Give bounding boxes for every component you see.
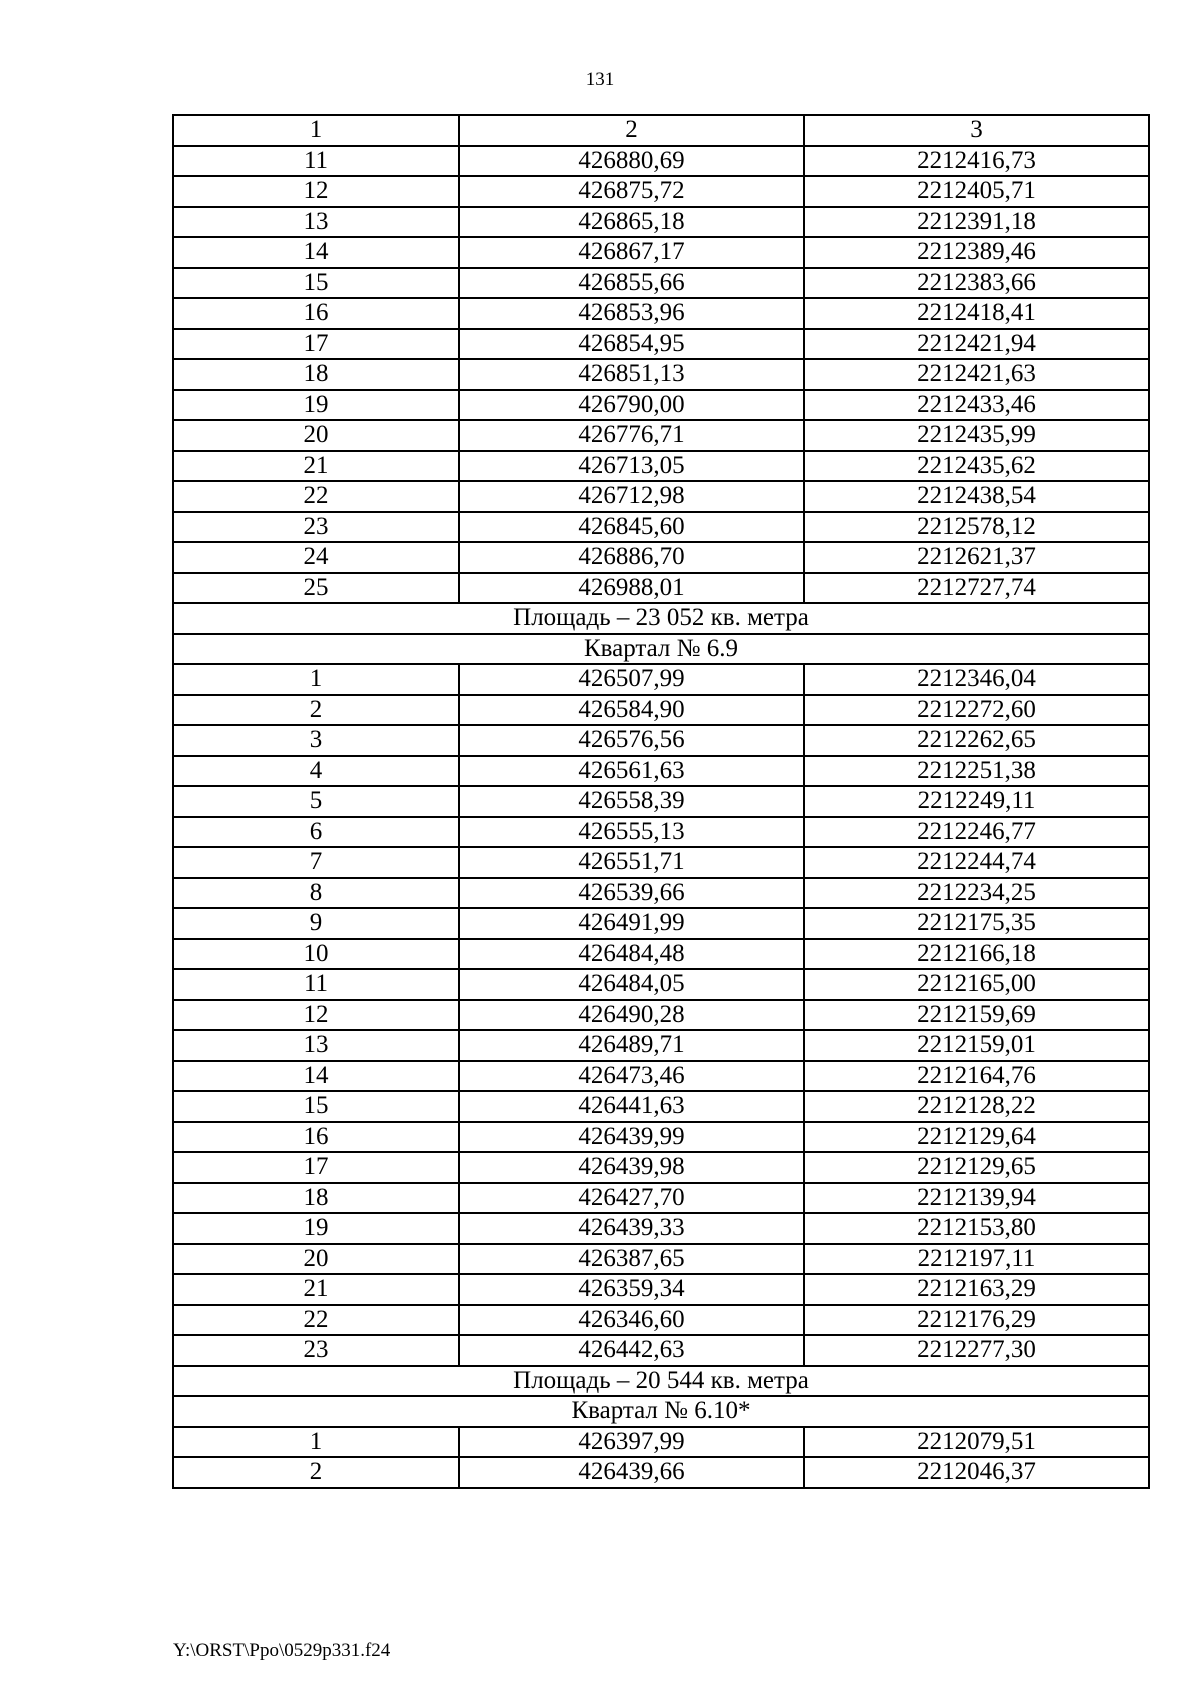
coordinates-table-body: [173, 115, 1149, 1488]
y-coordinate-cell: 2212405,71: [804, 176, 1149, 207]
x-coordinate-cell: 426576,56: [459, 725, 804, 756]
point-number-cell: 24: [173, 542, 459, 573]
x-coordinate-cell: 426397,99: [459, 1427, 804, 1458]
table-row: [173, 1183, 1149, 1214]
y-coordinate-cell: 2212438,54: [804, 481, 1149, 512]
footer-file-path: Y:\ORST\Ppo\0529p331.f24: [173, 1640, 391, 1661]
point-number-cell: 2: [173, 695, 459, 726]
y-coordinate-cell: 2212129,64: [804, 1122, 1149, 1153]
y-coordinate-cell: 2212433,46: [804, 390, 1149, 421]
y-coordinate-cell: 2212153,80: [804, 1213, 1149, 1244]
point-number-cell: 12: [173, 176, 459, 207]
y-coordinate-cell: 2212159,69: [804, 1000, 1149, 1031]
x-coordinate-cell: 426865,18: [459, 207, 804, 238]
y-coordinate-cell: 2212176,29: [804, 1305, 1149, 1336]
section-row: [173, 603, 1149, 634]
section-row: [173, 1366, 1149, 1397]
table-row: [173, 695, 1149, 726]
point-number-cell: 10: [173, 939, 459, 970]
y-coordinate-cell: 2212389,46: [804, 237, 1149, 268]
x-coordinate-cell: 426427,70: [459, 1183, 804, 1214]
point-number-cell: 1: [173, 664, 459, 695]
section-row: [173, 634, 1149, 665]
point-number-cell: 3: [173, 725, 459, 756]
y-coordinate-cell: 2212416,73: [804, 146, 1149, 177]
table-row: [173, 908, 1149, 939]
y-coordinate-cell: 2212165,00: [804, 969, 1149, 1000]
y-coordinate-cell: 2212391,18: [804, 207, 1149, 238]
x-coordinate-cell: 426507,99: [459, 664, 804, 695]
column-header-3: 3: [804, 115, 1149, 146]
table-row: [173, 451, 1149, 482]
point-number-cell: 8: [173, 878, 459, 909]
y-coordinate-cell: 2212383,66: [804, 268, 1149, 299]
page-number: 131: [585, 69, 615, 90]
x-coordinate-cell: 426359,34: [459, 1274, 804, 1305]
table-row: [173, 1030, 1149, 1061]
table-row: [173, 176, 1149, 207]
point-number-cell: 12: [173, 1000, 459, 1031]
point-number-cell: 22: [173, 1305, 459, 1336]
x-coordinate-cell: 426484,05: [459, 969, 804, 1000]
y-coordinate-cell: 2212418,41: [804, 298, 1149, 329]
y-coordinate-cell: 2212277,30: [804, 1335, 1149, 1366]
table-row: [173, 573, 1149, 604]
table-row: [173, 664, 1149, 695]
point-number-cell: 18: [173, 359, 459, 390]
point-number-cell: 20: [173, 1244, 459, 1275]
x-coordinate-cell: 426489,71: [459, 1030, 804, 1061]
table-row: [173, 420, 1149, 451]
table-row: [173, 786, 1149, 817]
point-number-cell: 2: [173, 1457, 459, 1488]
point-number-cell: 22: [173, 481, 459, 512]
x-coordinate-cell: 426484,48: [459, 939, 804, 970]
table-row: [173, 1122, 1149, 1153]
point-number-cell: 15: [173, 1091, 459, 1122]
table-row: [173, 329, 1149, 360]
point-number-cell: 20: [173, 420, 459, 451]
section-label: Площадь – 20 544 кв. метра: [173, 1366, 1149, 1397]
column-header-2: 2: [459, 115, 804, 146]
table-row: [173, 268, 1149, 299]
y-coordinate-cell: 2212197,11: [804, 1244, 1149, 1275]
x-coordinate-cell: 426551,71: [459, 847, 804, 878]
table-row: [173, 1091, 1149, 1122]
point-number-cell: 21: [173, 451, 459, 482]
x-coordinate-cell: 426880,69: [459, 146, 804, 177]
y-coordinate-cell: 2212166,18: [804, 939, 1149, 970]
x-coordinate-cell: 426439,99: [459, 1122, 804, 1153]
x-coordinate-cell: 426886,70: [459, 542, 804, 573]
y-coordinate-cell: 2212578,12: [804, 512, 1149, 543]
y-coordinate-cell: 2212421,94: [804, 329, 1149, 360]
table-row: [173, 1427, 1149, 1458]
table-row: [173, 298, 1149, 329]
table-row: [173, 939, 1149, 970]
point-number-cell: 7: [173, 847, 459, 878]
x-coordinate-cell: 426776,71: [459, 420, 804, 451]
point-number-cell: 17: [173, 1152, 459, 1183]
x-coordinate-cell: 426539,66: [459, 878, 804, 909]
table-row: [173, 1213, 1149, 1244]
table-row: [173, 390, 1149, 421]
y-coordinate-cell: 2212727,74: [804, 573, 1149, 604]
section-label: Квартал № 6.9: [173, 634, 1149, 665]
y-coordinate-cell: 2212435,99: [804, 420, 1149, 451]
table-row: [173, 1457, 1149, 1488]
y-coordinate-cell: 2212272,60: [804, 695, 1149, 726]
x-coordinate-cell: 426988,01: [459, 573, 804, 604]
x-coordinate-cell: 426584,90: [459, 695, 804, 726]
table-row: [173, 1244, 1149, 1275]
y-coordinate-cell: 2212251,38: [804, 756, 1149, 787]
x-coordinate-cell: 426561,63: [459, 756, 804, 787]
y-coordinate-cell: 2212079,51: [804, 1427, 1149, 1458]
x-coordinate-cell: 426346,60: [459, 1305, 804, 1336]
table-row: [173, 1305, 1149, 1336]
y-coordinate-cell: 2212249,11: [804, 786, 1149, 817]
table-row: [173, 725, 1149, 756]
point-number-cell: 13: [173, 1030, 459, 1061]
x-coordinate-cell: 426713,05: [459, 451, 804, 482]
y-coordinate-cell: 2212163,29: [804, 1274, 1149, 1305]
point-number-cell: 21: [173, 1274, 459, 1305]
x-coordinate-cell: 426867,17: [459, 237, 804, 268]
x-coordinate-cell: 426851,13: [459, 359, 804, 390]
coordinates-table: [172, 114, 1150, 1489]
table-row: [173, 512, 1149, 543]
x-coordinate-cell: 426555,13: [459, 817, 804, 848]
table-row: [173, 1061, 1149, 1092]
table-row: [173, 1274, 1149, 1305]
point-number-cell: 19: [173, 390, 459, 421]
y-coordinate-cell: 2212175,35: [804, 908, 1149, 939]
y-coordinate-cell: 2212262,65: [804, 725, 1149, 756]
point-number-cell: 23: [173, 512, 459, 543]
table-row: [173, 146, 1149, 177]
x-coordinate-cell: 426473,46: [459, 1061, 804, 1092]
table-row: [173, 1152, 1149, 1183]
point-number-cell: 16: [173, 298, 459, 329]
section-label: Квартал № 6.10*: [173, 1396, 1149, 1427]
point-number-cell: 5: [173, 786, 459, 817]
table-row: [173, 359, 1149, 390]
table-row: [173, 756, 1149, 787]
section-row: [173, 1396, 1149, 1427]
point-number-cell: 9: [173, 908, 459, 939]
table-row: [173, 207, 1149, 238]
point-number-cell: 11: [173, 969, 459, 1000]
table-row: [173, 237, 1149, 268]
x-coordinate-cell: 426790,00: [459, 390, 804, 421]
y-coordinate-cell: 2212128,22: [804, 1091, 1149, 1122]
point-number-cell: 15: [173, 268, 459, 299]
point-number-cell: 14: [173, 237, 459, 268]
x-coordinate-cell: 426439,98: [459, 1152, 804, 1183]
table-row: [173, 481, 1149, 512]
table-row: [173, 1335, 1149, 1366]
table-row: [173, 969, 1149, 1000]
point-number-cell: 13: [173, 207, 459, 238]
y-coordinate-cell: 2212159,01: [804, 1030, 1149, 1061]
column-header-1: 1: [173, 115, 459, 146]
point-number-cell: 16: [173, 1122, 459, 1153]
y-coordinate-cell: 2212246,77: [804, 817, 1149, 848]
x-coordinate-cell: 426853,96: [459, 298, 804, 329]
y-coordinate-cell: 2212129,65: [804, 1152, 1149, 1183]
x-coordinate-cell: 426491,99: [459, 908, 804, 939]
table-row: [173, 847, 1149, 878]
x-coordinate-cell: 426854,95: [459, 329, 804, 360]
point-number-cell: 17: [173, 329, 459, 360]
y-coordinate-cell: 2212234,25: [804, 878, 1149, 909]
x-coordinate-cell: 426712,98: [459, 481, 804, 512]
point-number-cell: 6: [173, 817, 459, 848]
y-coordinate-cell: 2212164,76: [804, 1061, 1149, 1092]
point-number-cell: 4: [173, 756, 459, 787]
y-coordinate-cell: 2212621,37: [804, 542, 1149, 573]
y-coordinate-cell: 2212244,74: [804, 847, 1149, 878]
x-coordinate-cell: 426845,60: [459, 512, 804, 543]
point-number-cell: 19: [173, 1213, 459, 1244]
table-row: [173, 817, 1149, 848]
x-coordinate-cell: 426439,66: [459, 1457, 804, 1488]
section-label: Площадь – 23 052 кв. метра: [173, 603, 1149, 634]
point-number-cell: 14: [173, 1061, 459, 1092]
x-coordinate-cell: 426855,66: [459, 268, 804, 299]
table-row: [173, 542, 1149, 573]
point-number-cell: 1: [173, 1427, 459, 1458]
table-row: [173, 878, 1149, 909]
x-coordinate-cell: 426441,63: [459, 1091, 804, 1122]
y-coordinate-cell: 2212046,37: [804, 1457, 1149, 1488]
x-coordinate-cell: 426875,72: [459, 176, 804, 207]
point-number-cell: 25: [173, 573, 459, 604]
y-coordinate-cell: 2212421,63: [804, 359, 1149, 390]
x-coordinate-cell: 426442,63: [459, 1335, 804, 1366]
x-coordinate-cell: 426490,28: [459, 1000, 804, 1031]
table-row: [173, 1000, 1149, 1031]
y-coordinate-cell: 2212435,62: [804, 451, 1149, 482]
point-number-cell: 18: [173, 1183, 459, 1214]
x-coordinate-cell: 426387,65: [459, 1244, 804, 1275]
y-coordinate-cell: 2212139,94: [804, 1183, 1149, 1214]
point-number-cell: 11: [173, 146, 459, 177]
x-coordinate-cell: 426558,39: [459, 786, 804, 817]
table-header-row: [173, 115, 1149, 146]
y-coordinate-cell: 2212346,04: [804, 664, 1149, 695]
x-coordinate-cell: 426439,33: [459, 1213, 804, 1244]
point-number-cell: 23: [173, 1335, 459, 1366]
